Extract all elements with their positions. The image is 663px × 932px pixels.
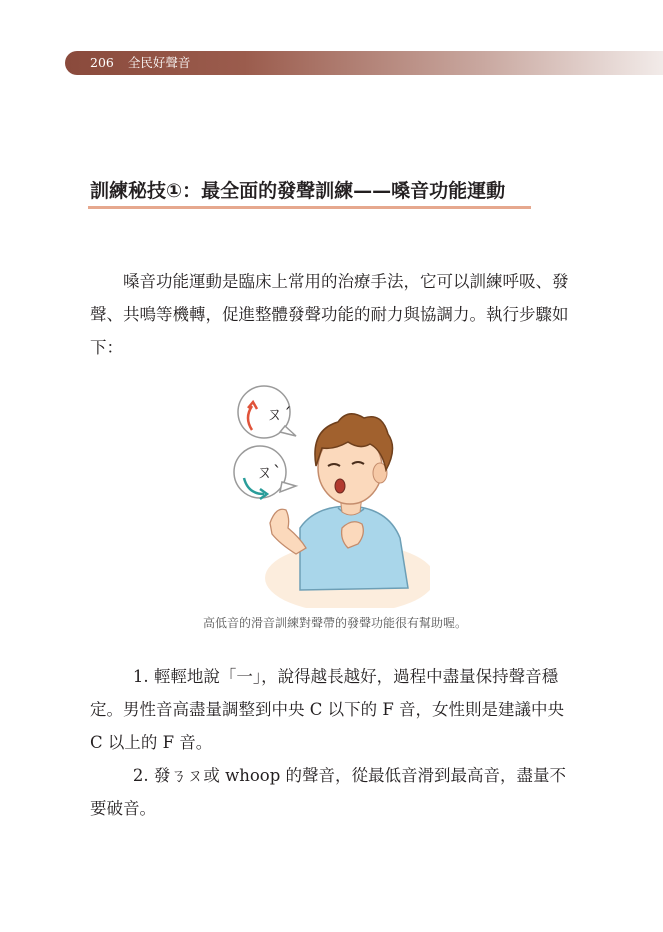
intro-text: 嗓音功能運動是臨床上常用的治療手法，它可以訓練呼吸、發聲、共鳴等機轉，促進整體發聲功能的耐力與協調力。執行步驟如下： [90,272,569,357]
step-item: 1. 輕輕地說「一」，說得越長越好，過程中盡量保持聲音穩定。男性音高盡量調整到中央 C 以下的 F 音，女性則是建議中央 C 以上的 F 音。 [90,667,565,752]
section-title: 訓練秘技①：最全面的發聲訓練——嗓音功能運動 [90,180,506,202]
book-title: 全民好聲音 [127,55,191,70]
bubble-bottom-text: ㄡˋ [256,463,282,483]
page-number: 206 [90,55,114,70]
running-header [90,54,190,72]
illustration-boy-singing [230,378,430,608]
title-underline [88,206,531,209]
intro-paragraph [90,265,580,364]
bubble-top-text: ㄡˊ [266,405,292,425]
figure-caption: 高低音的滑音訓練對聲帶的發聲功能很有幫助喔。 [202,616,467,630]
steps-list [90,660,580,825]
step-item: 2. 發ㄋㄡ或 whoop 的聲音，從最低音滑到最高音，盡量不要破音。 [90,766,567,818]
